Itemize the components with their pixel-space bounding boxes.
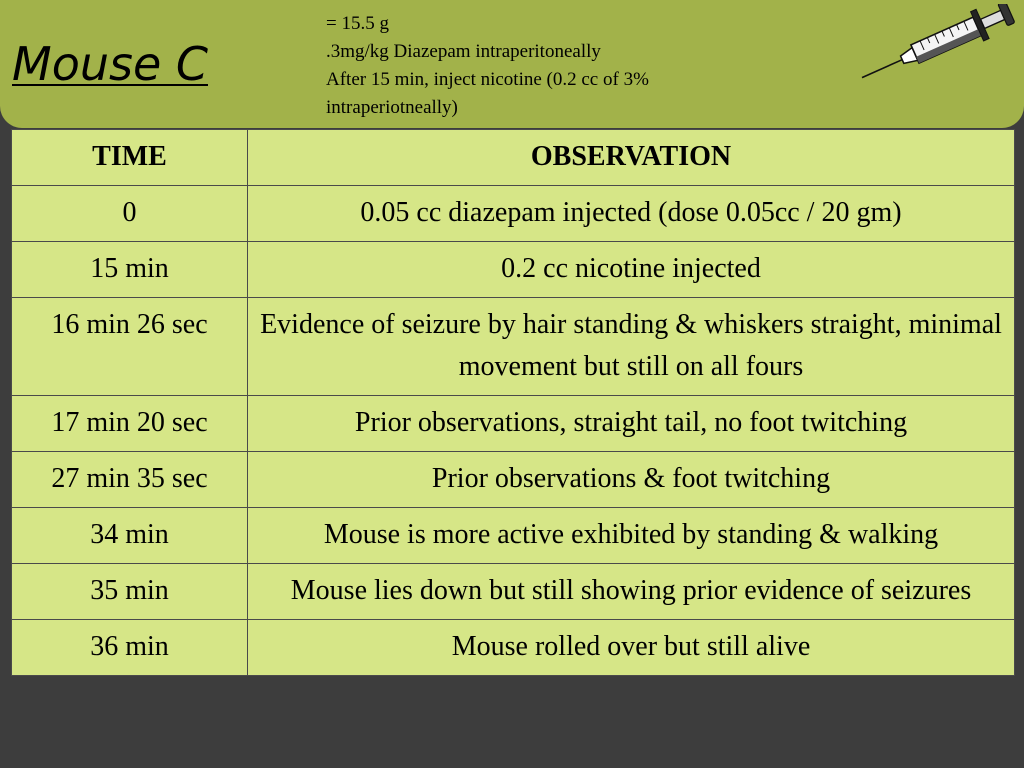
time-cell: 0 [12,186,248,242]
experiment-notes [326,10,806,122]
note-line-nicotine: After 15 min, inject nicotine (0.2 cc of 3% [326,69,649,90]
time-cell: 16 min 26 sec [12,298,248,396]
slide-title: Mouse C [12,37,208,91]
time-cell: 34 min [12,508,248,564]
observation-cell: Mouse is more active exhibited by standing & walking [248,508,1015,564]
table-row [12,508,1015,564]
table-row [12,620,1015,676]
observation-cell: Prior observations, straight tail, no foot twitching [248,396,1015,452]
note-line-weight: = 15.5 g [326,13,389,34]
syringe-icon [852,4,1022,80]
table-row [12,298,1015,396]
table-row [12,242,1015,298]
time-cell: 36 min [12,620,248,676]
note-line-route: intraperiotneally) [326,97,458,118]
observation-cell: 0.05 cc diazepam injected (dose 0.05cc / 20 gm) [248,186,1015,242]
table-row [12,452,1015,508]
header-observation: OBSERVATION [248,130,1015,186]
note-line-diazepam: .3mg/kg Diazepam intraperitoneally [326,41,601,62]
table-row [12,564,1015,620]
header-time: TIME [12,130,248,186]
observation-cell: 0.2 cc nicotine injected [248,242,1015,298]
table-header-row [12,130,1015,186]
time-cell: 27 min 35 sec [12,452,248,508]
observation-table [11,129,1015,676]
observation-cell: Mouse lies down but still showing prior evidence of seizures [248,564,1015,620]
observation-cell: Evidence of seizure by hair standing & whiskers straight, minimal movement but still on all fours [248,298,1015,396]
table-row [12,396,1015,452]
time-cell: 35 min [12,564,248,620]
observation-cell: Mouse rolled over but still alive [248,620,1015,676]
time-cell: 17 min 20 sec [12,396,248,452]
table-row [12,186,1015,242]
observation-cell: Prior observations & foot twitching [248,452,1015,508]
observation-table-wrapper [11,129,1014,676]
time-cell: 15 min [12,242,248,298]
